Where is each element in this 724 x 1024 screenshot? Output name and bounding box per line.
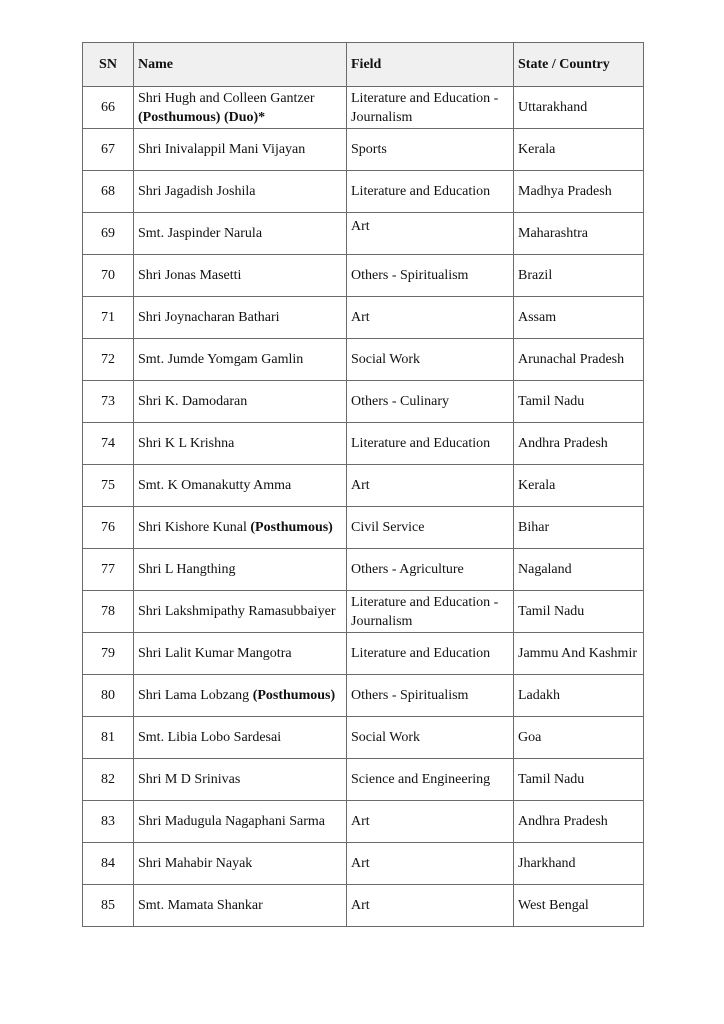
cell-sn: 74 [83,423,134,465]
table-row [83,591,644,633]
awardee-note: (Posthumous) (Duo)* [138,109,266,125]
header-field: Field [347,43,514,87]
cell-state: Arunachal Pradesh [514,339,644,381]
awardee-name: Smt. Jumde Yomgam Gamlin [138,352,304,367]
awardee-note: (Posthumous) [252,688,336,703]
cell-field: Others - Spiritualism [347,675,514,717]
table-row [83,297,644,339]
awardee-name: Shri K. Damodaran [138,394,248,409]
cell-sn: 67 [83,129,134,171]
cell-name [134,675,347,717]
cell-field: Art [347,297,514,339]
cell-name [134,843,347,885]
table-header-row [83,43,644,87]
awardee-name: Shri Inivalappil Mani Vijayan [138,142,306,157]
awardee-name: Shri Madugula Nagaphani Sarma [138,814,326,829]
awardee-name: Shri Kishore Kunal [138,520,247,535]
cell-state: Maharashtra [514,213,644,255]
cell-sn: 82 [83,759,134,801]
cell-field: Literature and Education [347,171,514,213]
cell-name [134,171,347,213]
cell-sn: 79 [83,633,134,675]
table-row [83,465,644,507]
awardee-name: Smt. K Omanakutty Amma [138,478,292,493]
awardee-name: Shri Lakshmipathy Ramasubbaiyer [138,604,336,619]
cell-sn: 68 [83,171,134,213]
table-row [83,171,644,213]
table-row [83,423,644,465]
cell-sn: 77 [83,549,134,591]
awardee-name: Shri L Hangthing [138,562,236,577]
cell-state: Kerala [514,465,644,507]
table-row [83,549,644,591]
cell-name [134,549,347,591]
cell-field: Sports [347,129,514,171]
cell-state: Tamil Nadu [514,591,644,633]
cell-field: Art [347,801,514,843]
table-body [83,87,644,927]
header-state: State / Country [514,43,644,87]
awardee-name: Smt. Mamata Shankar [138,898,263,913]
cell-state: Andhra Pradesh [514,423,644,465]
table-row [83,801,644,843]
table-row [83,717,644,759]
table-row [83,633,644,675]
awardee-name: Shri Joynacharan Bathari [138,310,280,325]
cell-field: Literature and Education [347,633,514,675]
cell-state: Madhya Pradesh [514,171,644,213]
header-name: Name [134,43,347,87]
cell-name [134,507,347,549]
cell-sn: 80 [83,675,134,717]
cell-state: Nagaland [514,549,644,591]
table-row [83,675,644,717]
cell-sn: 84 [83,843,134,885]
cell-name [134,759,347,801]
cell-name [134,717,347,759]
cell-sn: 72 [83,339,134,381]
table-row [83,129,644,171]
awardee-name: Shri Jonas Masetti [138,268,242,283]
cell-field: Art [347,213,514,255]
cell-name [134,213,347,255]
table-row [83,381,644,423]
cell-name [134,633,347,675]
cell-sn: 73 [83,381,134,423]
cell-sn: 78 [83,591,134,633]
cell-field: Others - Culinary [347,381,514,423]
cell-state: Jammu And Kashmir [514,633,644,675]
cell-name [134,255,347,297]
cell-name [134,297,347,339]
cell-state: Tamil Nadu [514,381,644,423]
cell-state: Ladakh [514,675,644,717]
table-row [83,843,644,885]
cell-name [134,423,347,465]
document-page [82,42,643,927]
cell-field: Others - Spiritualism [347,255,514,297]
cell-name [134,129,347,171]
cell-name [134,885,347,927]
table-row [83,255,644,297]
table-row [83,759,644,801]
cell-sn: 71 [83,297,134,339]
table-row [83,339,644,381]
cell-field: Literature and Education [347,423,514,465]
cell-field: Art [347,843,514,885]
cell-state: Goa [514,717,644,759]
cell-sn: 81 [83,717,134,759]
table-row [83,87,644,129]
cell-name [134,381,347,423]
cell-name [134,339,347,381]
table-row [83,885,644,927]
cell-field: Literature and Education - Journalism [347,591,514,633]
cell-name [134,465,347,507]
cell-state: Uttarakhand [514,87,644,129]
awardee-name: Shri Jagadish Joshila [138,184,256,199]
cell-field: Social Work [347,339,514,381]
cell-field: Social Work [347,717,514,759]
cell-sn: 66 [83,87,134,129]
table-row [83,507,644,549]
cell-state: Bihar [514,507,644,549]
awardee-name: Shri Lalit Kumar Mangotra [138,646,292,661]
cell-state: Assam [514,297,644,339]
awardee-name: Shri Mahabir Nayak [138,856,253,871]
awardee-note: (Posthumous) [250,520,333,535]
table-row [83,213,644,255]
cell-state: West Bengal [514,885,644,927]
cell-state: Jharkhand [514,843,644,885]
cell-name [134,591,347,633]
cell-field: Others - Agriculture [347,549,514,591]
cell-name [134,801,347,843]
awardees-table [82,42,644,927]
awardee-name: Smt. Libia Lobo Sardesai [138,730,282,745]
cell-sn: 76 [83,507,134,549]
cell-state: Tamil Nadu [514,759,644,801]
cell-sn: 69 [83,213,134,255]
awardee-name: Shri Lama Lobzang [138,688,250,703]
awardee-name: Shri M D Srinivas [138,772,241,787]
cell-state: Andhra Pradesh [514,801,644,843]
cell-sn: 83 [83,801,134,843]
awardee-name: Smt. Jaspinder Narula [138,226,263,241]
header-sn: SN [83,43,134,87]
cell-field: Science and Engineering [347,759,514,801]
cell-field: Literature and Education - Journalism [347,87,514,129]
cell-sn: 75 [83,465,134,507]
cell-sn: 85 [83,885,134,927]
cell-field: Civil Service [347,507,514,549]
awardee-name: Shri Hugh and Colleen Gantzer [138,90,315,106]
cell-sn: 70 [83,255,134,297]
cell-state: Kerala [514,129,644,171]
awardee-name: Shri K L Krishna [138,436,235,451]
cell-field: Art [347,465,514,507]
cell-field: Art [347,885,514,927]
cell-name [134,87,347,129]
cell-state: Brazil [514,255,644,297]
